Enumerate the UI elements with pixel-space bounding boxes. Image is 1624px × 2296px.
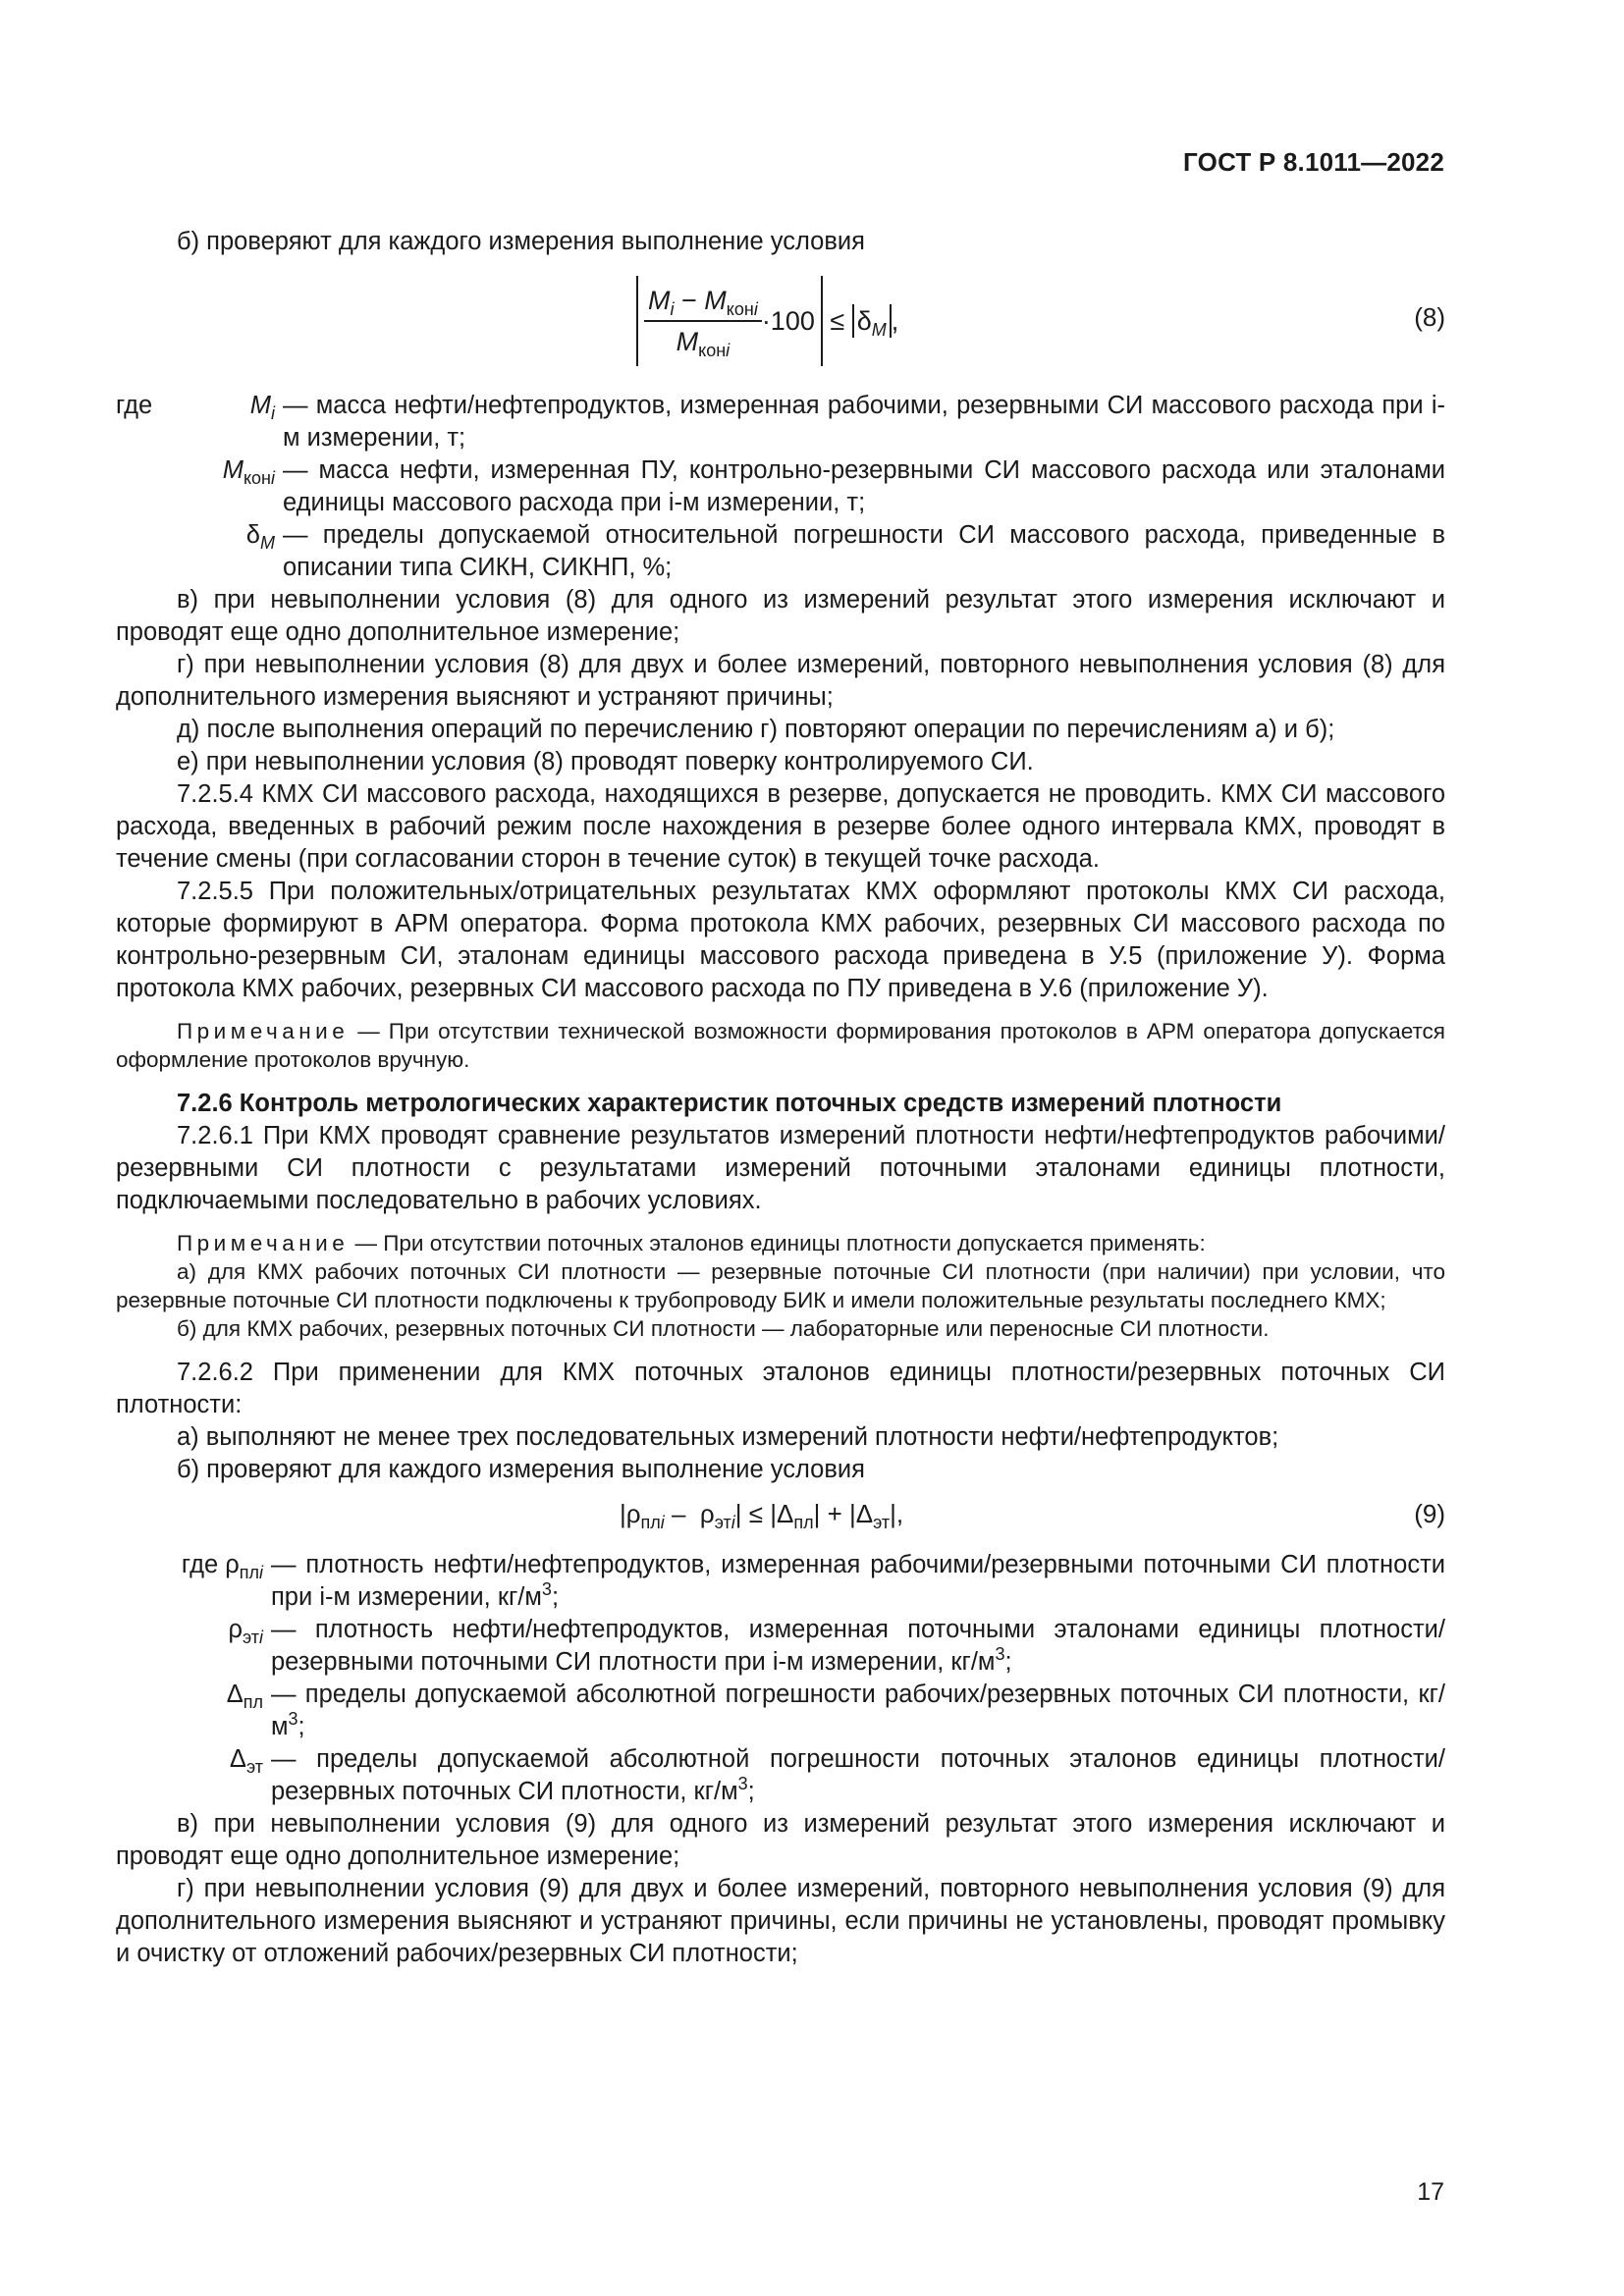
where-list-9: [116, 1549, 1445, 1808]
paragraph-7-2-5-4: 7.2.5.4 КМХ СИ массового расхода, находящихся в резерве, допускается не проводить. КМХ СИ массового расхода, введенных в рабочий режим после нахождения в резерве более одного интервала КМХ, проводят в течение смены (при согласовании сторон в течение суток) в текущей точке расхода.: [116, 780, 1445, 873]
paragraph-g-2: г) при невыполнении условия (9) для двух и более измерений, повторного невыполнения условия (9) для дополнительного измерения выясняют и устраняют причины, если причины не установлены, проводят промывку и очистку от отложений рабочих/резервных СИ плотности;: [116, 1875, 1445, 1967]
where-list-8: [116, 390, 1445, 584]
formula-8-number: (8): [1414, 302, 1445, 332]
formula-8-times: ·100: [761, 305, 815, 336]
note-label: Примечание: [177, 1231, 350, 1255]
note-label: Примечание: [177, 1019, 350, 1043]
formula-9: [116, 1490, 1445, 1539]
paragraph-b-condition-8: б) проверяют для каждого измерения выполнение условия: [177, 228, 865, 255]
formula-8-delta-abs: $\delta_M$: [852, 304, 892, 338]
paragraph-7-2-6-2: 7.2.6.2 При применении для КМХ поточных эталонов единицы плотности/резервных поточных СИ плотности:: [116, 1359, 1445, 1418]
note-protocols: [116, 1017, 1445, 1074]
paragraph-v-1: в) при невыполнении условия (8) для одного из измерений результат этого измерения исключают и проводят еще одно дополнительное измерение;: [116, 586, 1445, 646]
formula-8-le: ≤: [822, 305, 852, 336]
where-8-term-delta: $\delta_M$: [245, 521, 275, 553]
formula-8-numerator: $M_i - M_{конi}$: [644, 285, 762, 322]
page-number: 17: [1417, 2178, 1444, 2206]
page-content: [116, 226, 1445, 1970]
paragraph-7-2-5-5: 7.2.5.5 При положительных/отрицательных результатах КМХ оформляют протоколы КМХ СИ расхода, которые формируют в АРМ оператора. Форма протокола КМХ рабочих, резервных СИ массового расхода по контрольно-резервным СИ, эталонам единицы массового расхода приведена в У.5 (приложение У). Форма протокола КМХ рабочих, резервных СИ массового расхода по ПУ приведена в У.6 (приложение У).: [116, 878, 1445, 1002]
paragraph-g-1: г) при невыполнении условия (8) для двух и более измерений, повторного невыполнения условия (8) для дополнительного измерения выясняют и устраняют причины;: [116, 651, 1445, 711]
formula-8-expression: $\frac{M_i - M_{конi}}{M_{конi}}$ ·100 ≤ $\delta_M$ ,: [636, 276, 898, 366]
document-header: ГОСТ Р 8.1011—2022: [1183, 147, 1444, 177]
where-8-desc-mkon: — масса нефти, измеренная ПУ, контрольно-резервными СИ массового расхода или эталонами единицы массового расхода при i-м измерении, т;: [283, 456, 1445, 516]
formula-8-abs: [636, 276, 823, 366]
note-density-standards: [116, 1229, 1445, 1257]
where-9-term-delta-pl: $\Delta_{пл}$: [226, 1681, 263, 1712]
where-9-desc-rho-et: — плотность нефти/нефтепродуктов, измеренная поточными эталонами единицы плотности/резервными поточными СИ плотности при i-м измерении, $кг/м^3$;: [271, 1616, 1445, 1676]
where-8-desc-mi: — масса нефти/нефтепродуктов, измеренная рабочими, резервными СИ массового расхода при i-м измерении, т;: [283, 392, 1445, 452]
where-9-desc-delta-et: — пределы допускаемой абсолютной погрешности поточных эталонов единицы плотности/резервных поточных СИ плотности, $кг/м^3$;: [271, 1745, 1445, 1805]
note-item-b: б) для КМХ рабочих, резервных поточных СИ плотности — лабораторные или переносные СИ плотности.: [177, 1316, 1270, 1341]
section-heading-7-2-6: 7.2.6 Контроль метрологических характеристик поточных средств измерений плотности: [177, 1090, 1282, 1117]
paragraph-7-2-6-1: 7.2.6.1 При КМХ проводят сравнение результатов измерений плотности нефти/нефтепродуктов рабочими/резервными СИ плотности с результатами измерений поточными эталонами единицы плотности, подключаемыми последовательно в рабочих условиях.: [116, 1122, 1445, 1214]
formula-8-denominator: $M_{конi}$: [676, 326, 731, 360]
formula-8: [116, 270, 1445, 374]
note-text: — При отсутствии технической возможности формирования протоколов в АРМ оператора допускается оформление протоколов вручную.: [116, 1019, 1445, 1072]
formula-8-fraction: [644, 285, 762, 358]
formula-9-number: (9): [1414, 1499, 1445, 1528]
paragraph-b-2: б) проверяют для каждого измерения выполнение условия: [177, 1456, 865, 1483]
paragraph-v-2: в) при невыполнении условия (9) для одного из измерений результат этого измерения исключают и проводят еще одно дополнительное измерение;: [116, 1810, 1445, 1870]
where-8-desc-delta: — пределы допускаемой относительной погрешности СИ массового расхода, приведенные в описании типа СИКН, СИКНП, %;: [283, 521, 1445, 581]
where-9-term-rho-pl: где $\rho_{плi}$: [181, 1551, 263, 1582]
where-9-desc-rho-pl: — плотность нефти/нефтепродуктов, измеренная рабочими/резервными поточными СИ плотности при i-м измерении, $кг/м^3$;: [271, 1551, 1445, 1611]
formula-9-expression: $|\rho_{плi} - \rho_{этi}| \le |\Delta_{пл}| + |\Delta_{эт}|$,: [620, 1499, 904, 1532]
where-9-term-rho-et: $\rho_{этi}$: [228, 1616, 263, 1647]
where-8-term-mkon: $M_{конi}$: [222, 456, 275, 488]
paragraph-e-1: е) при невыполнении условия (8) проводят поверку контролируемого СИ.: [177, 748, 1034, 775]
paragraph-d-1: д) после выполнения операций по перечислению г) повторяют операции по перечислениям а) и б);: [177, 716, 1335, 743]
note-item-a: а) для КМХ рабочих поточных СИ плотности — резервные поточные СИ плотности (при наличии) при условии, что резервные поточные СИ плотности подключены к трубопроводу БИК и имели положительные результаты последнего КМХ;: [116, 1259, 1445, 1312]
note-text: — При отсутствии поточных эталонов единицы плотности допускается применять:: [349, 1231, 1206, 1255]
where-9-term-delta-et: $\Delta_{эт}$: [229, 1745, 263, 1777]
where-8-term-mi: где $M_i$: [116, 392, 275, 423]
paragraph-a-2: а) выполняют не менее трех последовательных измерений плотности нефти/нефтепродуктов;: [177, 1423, 1279, 1451]
where-9-desc-delta-pl: — пределы допускаемой абсолютной погрешности рабочих/резервных поточных СИ плотности, $кг/м^3$;: [271, 1681, 1445, 1740]
